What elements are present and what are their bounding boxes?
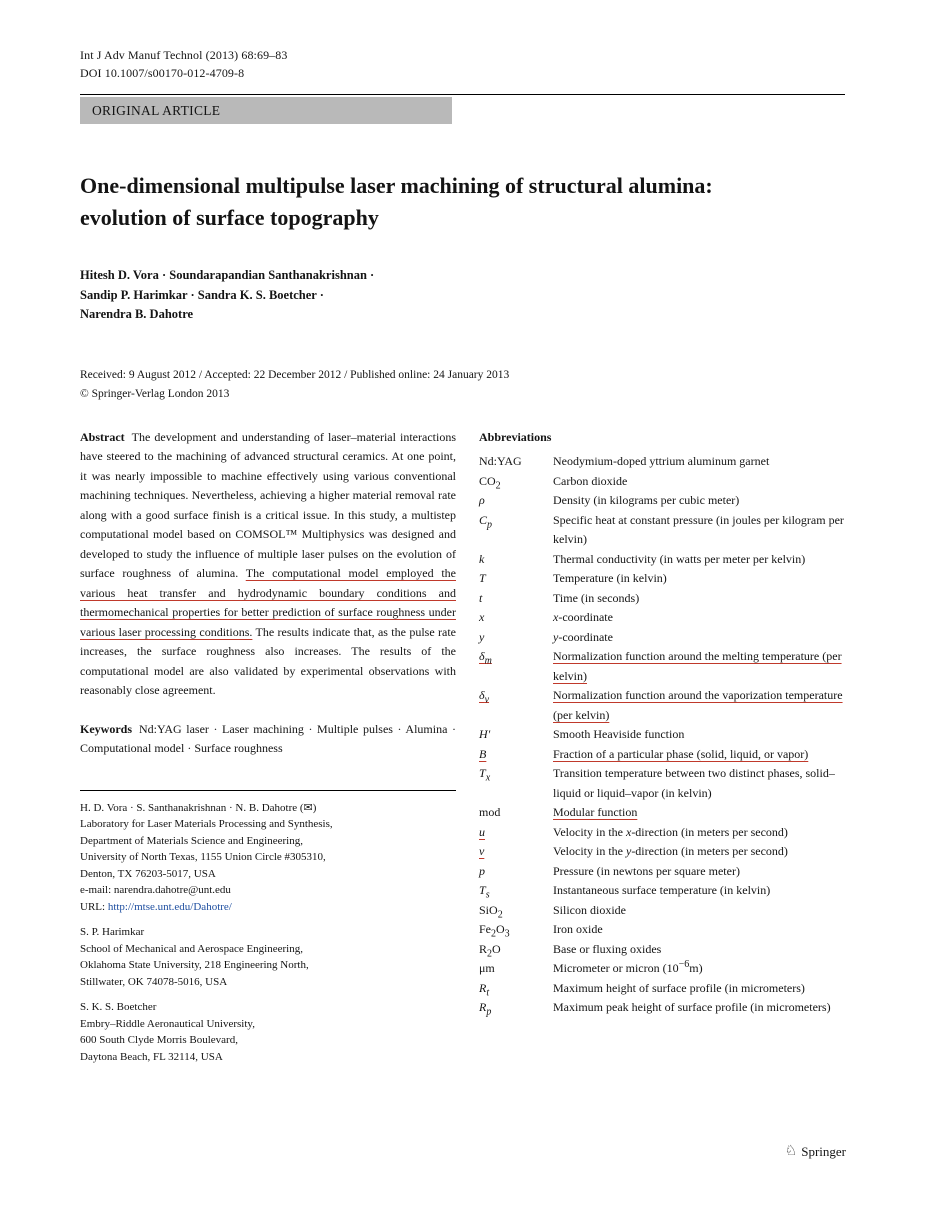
author-line: Narendra B. Dahotre: [80, 307, 194, 321]
abbreviation-row: [479, 764, 845, 803]
abbreviation-row: [479, 452, 845, 472]
abbreviation-row: [479, 979, 845, 999]
abbreviation-definition: Specific heat at constant pressure (in joules per kilogram per kelvin): [553, 512, 844, 546]
affiliation-line: [80, 999, 456, 1016]
abbreviation-row: [479, 550, 845, 570]
abbreviation-row: [479, 745, 845, 765]
abbreviation-row: [479, 862, 845, 882]
keywords-text: Nd:YAG laser · Laser machining · Multiple pulses · Alumina · Computational model · Surface roughness: [80, 721, 456, 755]
abbreviation-term: $\delta_m$: [479, 649, 492, 667]
affiliation-text: e-mail: narendra.dahotre@unt.edu: [80, 884, 231, 896]
abbreviation-row: [479, 725, 845, 745]
affiliation-text: Daytona Beach, FL 32114, USA: [80, 1050, 223, 1063]
affiliation-line: [80, 924, 456, 941]
affiliation-text: URL:: [80, 900, 108, 913]
abbreviation-term: H′: [479, 727, 491, 741]
abbreviations-list: [479, 452, 845, 1018]
abbreviation-term: v: [479, 844, 485, 858]
affiliation-line: [80, 800, 456, 817]
abbreviation-row: [479, 920, 845, 940]
authors-block: [80, 266, 845, 325]
article-title: One-dimensional multipulse laser machining of structural alumina: evolution of surface topography: [80, 173, 713, 230]
abbreviation-row: [479, 608, 845, 628]
affiliation-text: Denton, TX 76203-5017, USA: [80, 867, 216, 880]
abbreviation-term: t: [479, 590, 483, 605]
abbreviation-definition: Density (in kilograms per cubic meter): [553, 493, 740, 507]
abstract-paragraph: [80, 428, 456, 701]
abbreviation-term: μm: [479, 961, 495, 975]
affiliation-line: [80, 1032, 456, 1049]
abbreviation-definition: Normalization function around the melting temperature (per kelvin): [553, 649, 842, 683]
abbreviation-definition: Smooth Heaviside function: [553, 727, 685, 741]
abbreviation-definition: Transition temperature between two distinct phases, solid–liquid or liquid–vapor (in kelvin): [553, 766, 835, 800]
abbreviation-definition: Fraction of a particular phase (solid, liquid, or vapor): [553, 746, 809, 761]
article-type-banner: ORIGINAL ARTICLE: [80, 97, 452, 124]
abbreviation-term: $CO_2$: [479, 473, 501, 491]
abbreviation-term: u: [479, 824, 485, 839]
abbreviation-term: y: [479, 629, 485, 644]
abbreviation-row: [479, 569, 845, 589]
abbreviation-term: k: [479, 551, 485, 566]
abbreviation-row: [479, 901, 845, 921]
affiliation-text: Stillwater, OK 74078-5016, USA: [80, 975, 228, 988]
keywords-paragraph: [80, 720, 456, 759]
affiliation-line: [80, 1016, 456, 1033]
affiliation-text: H. D. Vora · S. Santhanakrishnan · N. B. Dahotre (✉): [80, 801, 317, 814]
abbreviation-term: $Fe_2O_3$: [479, 922, 510, 940]
publisher-name: Springer: [801, 1144, 846, 1159]
abstract-heading: Abstract: [80, 429, 125, 444]
journal-citation: Int J Adv Manuf Technol (2013) 68:69–83: [80, 48, 288, 62]
abbreviation-row: [479, 998, 845, 1018]
left-column: [80, 428, 456, 1075]
abbreviation-definition: Iron oxide: [553, 922, 603, 936]
abstract-segment: The results indicate that, as the pulse rate increases, the surface roughness also increases. The results of the computational model are also validated by experimental observations with reasonably close agreement.: [80, 624, 456, 697]
abbreviation-row: [479, 959, 845, 979]
affiliation-text: Laboratory for Laser Materials Processing and Synthesis,: [80, 818, 333, 830]
abbreviation-row: [479, 491, 845, 511]
affiliation-url-link[interactable]: http://mtse.unt.edu/Dahotre/: [107, 900, 232, 913]
author-line: Sandip P. Harimkar · Sandra K. S. Boetcher ·: [80, 287, 324, 302]
keywords-heading: Keywords: [80, 721, 132, 736]
abbreviation-definition: Time (in seconds): [553, 590, 640, 605]
affiliation-line: [80, 882, 456, 899]
affiliation-line: [80, 899, 456, 916]
abbreviation-definition: Normalization function around the vaporization temperature (per kelvin): [553, 688, 843, 722]
abbreviation-term: $\delta_v$: [479, 688, 490, 706]
author-line: Hitesh D. Vora · Soundarapandian Santhanakrishnan ·: [80, 268, 375, 282]
abbreviation-definition: Carbon dioxide: [553, 473, 628, 488]
abbreviation-term: ρ: [479, 493, 485, 507]
affiliation-line: [80, 833, 456, 850]
copyright-line: © Springer-Verlag London 2013: [80, 387, 230, 400]
abbreviation-term: $T_x$: [479, 766, 491, 784]
abbreviation-row: [479, 842, 845, 862]
affiliation-text: University of North Texas, 1155 Union Circle #305310,: [80, 851, 326, 863]
affiliation-block: [80, 800, 456, 916]
affiliation-line: [80, 849, 456, 866]
abbreviation-definition: Base or fluxing oxides: [553, 941, 662, 956]
affiliation-line: [80, 1049, 456, 1066]
affiliation-line: [80, 866, 456, 883]
abbreviation-definition: Pressure (in newtons per square meter): [553, 863, 740, 878]
abbreviation-definition: Modular function: [553, 805, 638, 819]
abbreviation-row: [479, 511, 845, 550]
abbreviation-term: mod: [479, 805, 501, 819]
affiliation-line: [80, 816, 456, 833]
abbreviation-term: $C_p$: [479, 512, 493, 530]
springer-logo-icon: ♘: [784, 1144, 798, 1159]
affiliation-block: [80, 999, 456, 1065]
affiliation-block: [80, 924, 456, 990]
abbreviations-heading: Abbreviations: [479, 429, 552, 444]
abbreviation-definition: Velocity in the x-direction (in meters per second): [553, 824, 788, 839]
affiliation-text: 600 South Clyde Morris Boulevard,: [80, 1034, 238, 1046]
abbreviation-term: SiO$_2$: [479, 902, 503, 920]
header-rule: [80, 94, 845, 95]
right-column: [479, 428, 845, 1075]
abbreviation-term: x: [479, 610, 485, 624]
abbreviation-row: [479, 647, 845, 686]
abbreviation-row: [479, 686, 845, 725]
affiliation-text: Department of Materials Science and Engineering,: [80, 834, 303, 847]
abbreviation-row: [479, 803, 845, 823]
abbreviation-definition: Maximum peak height of surface profile (in micrometers): [553, 1000, 831, 1014]
abbreviation-definition: Neodymium-doped yttrium aluminum garnet: [553, 454, 770, 468]
abstract-annotated-segment: The computational model employed the various heat transfer and hydrodynamic boundary conditions and thermomechanical properties for better prediction of surface roughness under various laser processing conditions.: [80, 566, 456, 639]
footnote-rule: [80, 790, 456, 791]
abstract-text: [80, 430, 456, 698]
doi-line: DOI 10.1007/s00170-012-4709-8: [80, 66, 245, 80]
abbreviation-definition: y-coordinate: [553, 629, 613, 644]
abbreviation-row: [479, 881, 845, 901]
abbreviation-term: $R_2O$: [479, 941, 501, 959]
abbreviation-term: p: [479, 863, 485, 878]
affiliation-line: [80, 941, 456, 958]
affiliation-text: School of Mechanical and Aerospace Engineering,: [80, 942, 303, 955]
abbreviation-definition: x-coordinate: [553, 610, 613, 624]
abstract-segment: The development and understanding of laser–material interactions have steered to the machining of advanced structural ceramics. At one point, it was nearly impossible to machine effectively using various conventional machining techniques. Nevertheless, achieving a higher material removal rate along with a good surface finish is a critical issue. In this study, a multistep computational model based on COMSOL™ Multiphysics was designed and developed to study the influence of multiple laser pulses on the evolution of surface roughness of alumina.: [80, 429, 456, 580]
abbreviation-row: [479, 472, 845, 492]
received-dates-line: Received: 9 August 2012 / Accepted: 22 December 2012 / Published online: 24 January 2013: [80, 368, 510, 381]
affiliation-text: Embry–Riddle Aeronautical University,: [80, 1017, 255, 1030]
abbreviation-term: T: [479, 571, 486, 585]
abbreviation-row: [479, 940, 845, 960]
abbreviation-row: [479, 589, 845, 609]
affiliations: [80, 800, 456, 1066]
abbreviation-definition: Silicon dioxide: [553, 902, 626, 917]
affiliation-line: [80, 957, 456, 974]
affiliation-text: Oklahoma State University, 218 Engineering North,: [80, 959, 309, 971]
affiliation-text: S. K. S. Boetcher: [80, 1001, 157, 1013]
affiliation-line: [80, 974, 456, 991]
abbreviation-term: $R_t$: [479, 980, 490, 998]
abbreviation-row: [479, 628, 845, 648]
abbreviation-term: $T_s$: [479, 883, 490, 901]
abbreviation-definition: Velocity in the y-direction (in meters per second): [553, 844, 788, 858]
abbreviation-definition: Instantaneous surface temperature (in kelvin): [553, 883, 771, 897]
abbreviation-definition: Maximum height of surface profile (in micrometers): [553, 980, 805, 995]
abbreviation-definition: Micrometer or micron $(10^{-6}m)$: [553, 959, 703, 975]
abbreviation-row: [479, 823, 845, 843]
two-column-body: [80, 428, 845, 1075]
abbreviation-term: B: [479, 746, 487, 761]
abbreviation-definition: Temperature (in kelvin): [553, 571, 667, 585]
abbreviation-term: Nd:YAG: [479, 454, 522, 468]
affiliation-text: S. P. Harimkar: [80, 926, 145, 938]
publisher-footer: [785, 1144, 846, 1160]
abbreviation-term: $R_p$: [479, 1000, 492, 1018]
abbreviation-definition: Thermal conductivity (in watts per meter per kelvin): [553, 551, 806, 566]
